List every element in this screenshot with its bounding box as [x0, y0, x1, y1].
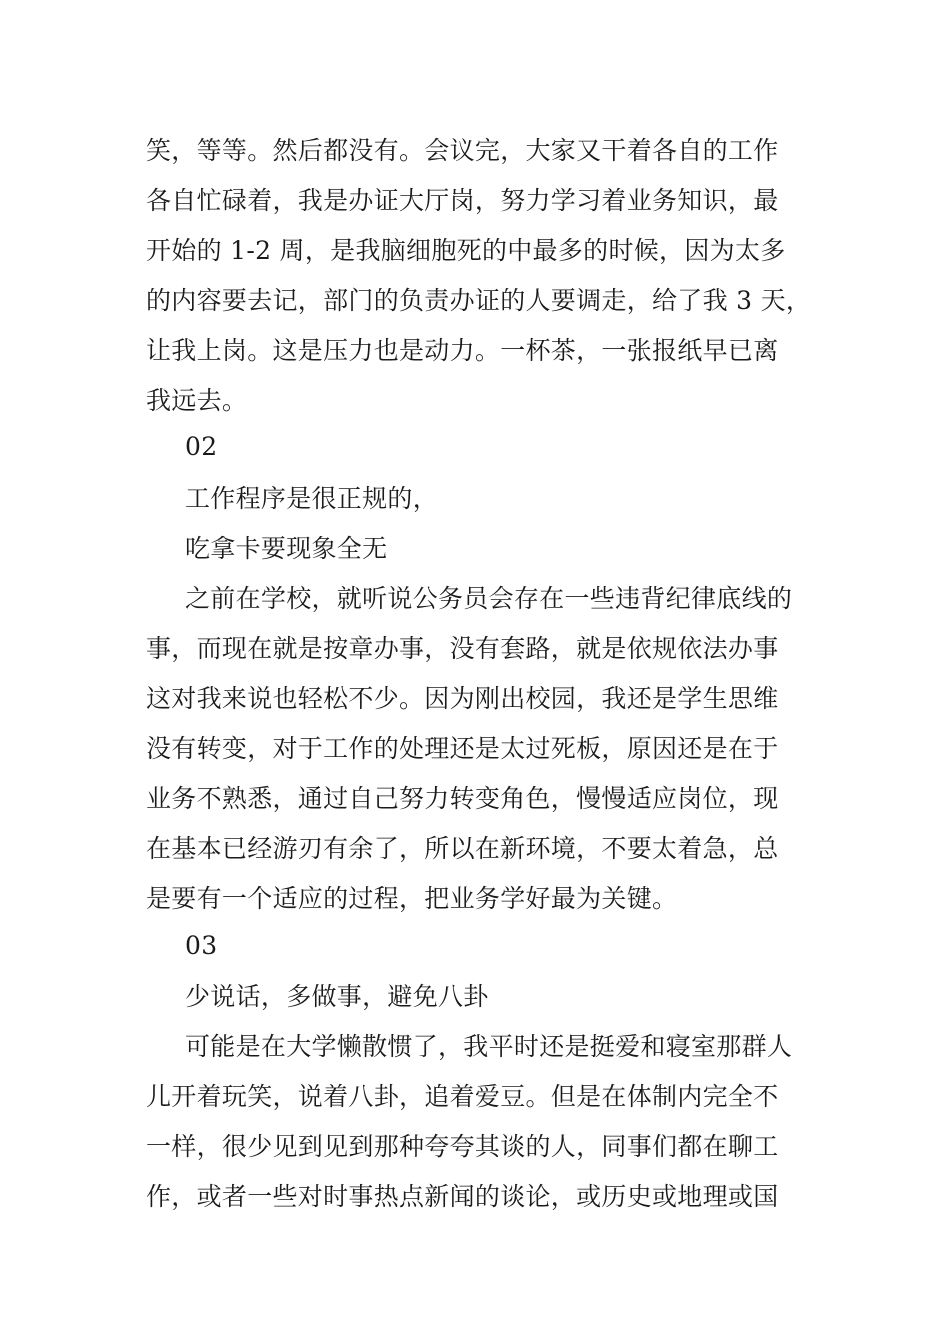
text-line: 事，而现在就是按章办事，没有套路，就是依规依法办事 — [146, 634, 779, 663]
text-line: 笑，等等。然后都没有。会议完，大家又干着各自的工作 — [146, 136, 779, 165]
text-line: 一样，很少见到见到那种夸夸其谈的人，同事们都在聊工 — [146, 1132, 779, 1161]
text-line: 是要有一个适应的过程，把业务学好最为关键。 — [146, 884, 678, 913]
section-heading: 少说话，多做事，避免八卦 — [185, 982, 489, 1011]
section-number: 03 — [185, 931, 218, 960]
text-line: 让我上岗。这是压力也是动力。一杯茶，一张报纸早已离 — [146, 336, 779, 365]
text-line: 的内容要去记，部门的负责办证的人要调走，给了我 3 天， — [146, 286, 812, 315]
text-line: 我远去。 — [146, 386, 248, 415]
text-line: 可能是在大学懒散惯了，我平时还是挺爱和寝室那群人 — [185, 1032, 793, 1061]
section-heading: 工作程序是很正规的， — [185, 484, 439, 513]
text-line: 这对我来说也轻松不少。因为刚出校园，我还是学生思维 — [146, 684, 779, 713]
text-line: 作，或者一些对时事热点新闻的谈论，或历史或地理或国 — [146, 1182, 779, 1211]
text-line: 开始的 1-2 周，是我脑细胞死的中最多的时候，因为太多 — [146, 236, 786, 265]
text-line: 业务不熟悉，通过自己努力转变角色，慢慢适应岗位，现 — [146, 784, 779, 813]
text-line: 没有转变，对于工作的处理还是太过死板，原因还是在于 — [146, 734, 779, 763]
text-line: 各自忙碌着，我是办证大厅岗，努力学习着业务知识，最 — [146, 186, 779, 215]
text-line: 儿开着玩笑，说着八卦，追着爱豆。但是在体制内完全不 — [146, 1082, 779, 1111]
section-number: 02 — [185, 432, 218, 461]
text-line: 之前在学校，就听说公务员会存在一些违背纪律底线的 — [185, 584, 793, 613]
section-heading: 吃拿卡要现象全无 — [185, 534, 388, 563]
text-line: 在基本已经游刃有余了，所以在新环境，不要太着急，总 — [146, 834, 779, 863]
